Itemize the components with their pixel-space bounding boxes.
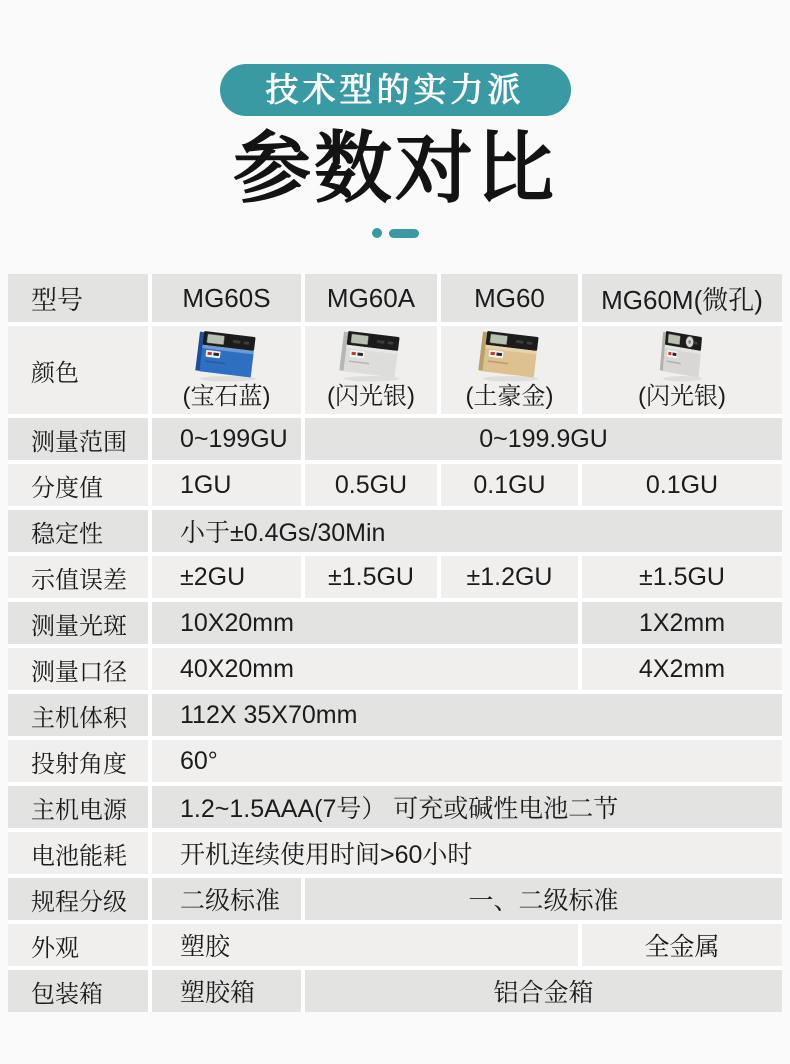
variant-label: (宝石蓝): [182, 382, 271, 410]
gloss-meter-gold-icon: [466, 327, 554, 383]
spec-value: ±1.2GU: [441, 556, 578, 598]
col-header-model: MG60A: [305, 274, 437, 322]
spec-row-label: 电池能耗: [8, 832, 148, 874]
spec-value: 1X2mm: [582, 602, 782, 644]
spec-value: ±1.5GU: [582, 556, 782, 598]
spec-value: 112X 35X70mm: [152, 694, 782, 736]
title-underline: [0, 228, 790, 238]
spec-value: 一、二级标准: [305, 878, 782, 920]
spec-value: 铝合金箱: [305, 970, 782, 1012]
spec-value: 小于±0.4Gs/30Min: [152, 510, 782, 552]
spec-value: ±1.5GU: [305, 556, 437, 598]
spec-value: 塑胶箱: [152, 970, 301, 1012]
spec-value: 60°: [152, 740, 782, 782]
hero-header: [0, 0, 790, 238]
variant-label: (闪光银): [638, 382, 726, 410]
col-header-model: MG60S: [152, 274, 301, 322]
spec-value: 0.1GU: [582, 464, 782, 506]
page-title: 参数对比: [232, 124, 557, 213]
spec-row-label: 包装箱: [8, 970, 148, 1012]
dash-ornament: [389, 229, 419, 238]
spec-row-label: 测量光斑: [8, 602, 148, 644]
tagline-text: 技术型的实力派: [265, 71, 525, 108]
spec-row-label: 稳定性: [8, 510, 148, 552]
variant-label: (闪光银): [327, 382, 415, 410]
variant-label: (土豪金): [465, 382, 554, 410]
col-header-model: MG60M(微孔): [582, 274, 782, 322]
spec-value: 1.2~1.5AAA(7号） 可充或碱性电池二节: [152, 786, 782, 828]
product-cell: [305, 326, 437, 414]
spec-value: 40X20mm: [152, 648, 578, 690]
spec-value: 0.5GU: [305, 464, 437, 506]
spec-value: 10X20mm: [152, 602, 578, 644]
gloss-meter-silver-side-icon: [651, 327, 713, 383]
tagline-badge: [220, 64, 571, 116]
spec-row-label: 主机电源: [8, 786, 148, 828]
spec-row-label: 分度值: [8, 464, 148, 506]
col-header-model: MG60: [441, 274, 578, 322]
spec-row-label: 外观: [8, 924, 148, 966]
spec-row-label: 测量范围: [8, 418, 148, 460]
gloss-meter-blue-icon: [183, 327, 271, 383]
spec-value: 0~199GU: [152, 418, 301, 460]
spec-value: 二级标准: [152, 878, 301, 920]
col-header-label: 型号: [8, 274, 148, 322]
spec-row-label: 规程分级: [8, 878, 148, 920]
product-cell: [152, 326, 301, 414]
spec-value: 0~199.9GU: [305, 418, 782, 460]
spec-value: 塑胶: [152, 924, 578, 966]
spec-row-label: 主机体积: [8, 694, 148, 736]
spec-value: 1GU: [152, 464, 301, 506]
spec-row-label: 投射角度: [8, 740, 148, 782]
gloss-meter-silver-icon: [327, 327, 415, 383]
product-cell: [582, 326, 782, 414]
spec-comparison-table: [8, 274, 782, 1012]
color-row-label: 颜色: [8, 326, 148, 414]
spec-row-label: 示值误差: [8, 556, 148, 598]
spec-value: ±2GU: [152, 556, 301, 598]
spec-value: 4X2mm: [582, 648, 782, 690]
spec-value: 全金属: [582, 924, 782, 966]
spec-row-label: 测量口径: [8, 648, 148, 690]
dot-ornament: [372, 228, 382, 238]
product-cell: [441, 326, 578, 414]
spec-value: 开机连续使用时间>60小时: [152, 832, 782, 874]
spec-value: 0.1GU: [441, 464, 578, 506]
